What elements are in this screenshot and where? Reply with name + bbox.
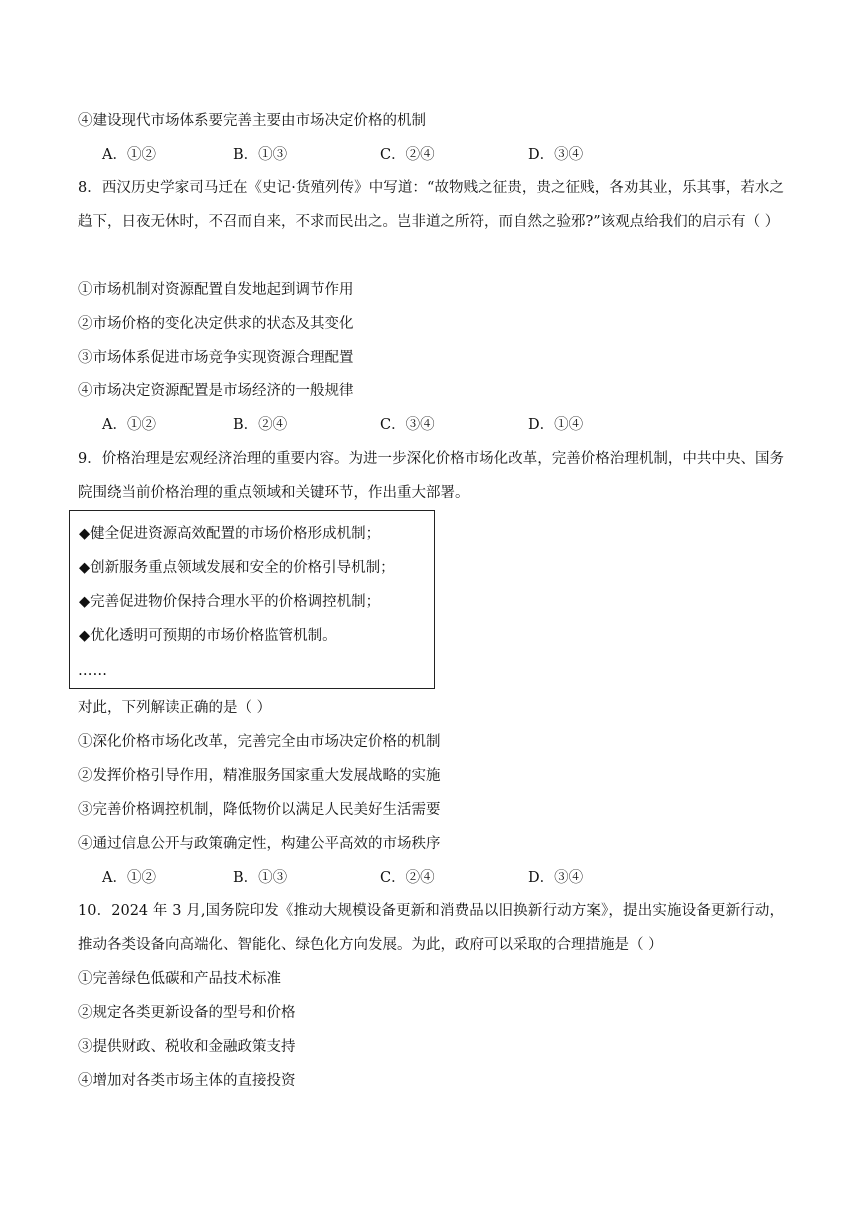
q8-item-4: ④市场决定资源配置是市场经济的一般规律 [78, 383, 354, 399]
q7-option-c: C．②④ [380, 147, 435, 163]
q9-box-ellipsis: …… [78, 663, 107, 679]
q9-box-item: ◆创新服务重点领域发展和安全的价格引导机制； [79, 560, 395, 576]
q9-box-item: ◆健全促进资源高效配置的市场价格形成机制； [79, 526, 381, 542]
q8-option-c: C．③④ [380, 417, 435, 433]
q8-item-1: ①市场机制对资源配置自发地起到调节作用 [78, 282, 354, 298]
q7-option-d: D．③④ [528, 147, 584, 163]
q8-option-a: A．①② [102, 417, 156, 433]
q8-option-d: D．①④ [528, 417, 584, 433]
q7-option-b: B．①③ [233, 147, 288, 163]
q10-item-1: ①完善绿色低碳和产品技术标准 [78, 971, 281, 987]
q9-box-item: ◆优化透明可预期的市场价格监管机制。 [79, 628, 337, 644]
q8-stem: 8．西汉历史学家司马迁在《史记·货殖列传》中写道：“故物贱之征贵，贵之征贱，各劝其业，乐其事，若水之趋下，日夜无休时，不召而自来，不求而民出之。岂非道之所符，而自然之验邪?”该观点给我们的启示有（ ） [78, 180, 784, 230]
q10-stem: 10．2024 年 3 月,国务院印发《推动大规模设备更新和消费品以旧换新行动方案》，提出实施设备更新行动，推动各类设备向高端化、智能化、绿色化方向发展。为此，政府可以采取的合理措施是（ ） [78, 903, 784, 953]
q7-item-4: ④建设现代市场体系要完善主要由市场决定价格的机制 [78, 113, 426, 129]
q9-item-4: ④通过信息公开与政策确定性，构建公平高效的市场秩序 [78, 836, 441, 852]
q8-options [102, 415, 702, 435]
q8-item-2: ②市场价格的变化决定供求的状态及其变化 [78, 316, 354, 332]
q9-item-1: ①深化价格市场化改革，完善完全由市场决定价格的机制 [78, 734, 441, 750]
q9-item-3: ③完善价格调控机制，降低物价以满足人民美好生活需要 [78, 802, 441, 818]
q9-option-b: B．①③ [233, 870, 288, 886]
q7-options [102, 145, 702, 165]
q9-option-a: A．①② [102, 870, 156, 886]
q9-option-d: D．③④ [528, 870, 584, 886]
q10-item-3: ③提供财政、税收和金融政策支持 [78, 1039, 296, 1055]
q10-item-2: ②规定各类更新设备的型号和价格 [78, 1005, 296, 1021]
q9-box-item: ◆完善促进物价保持合理水平的价格调控机制； [79, 594, 381, 610]
q7-option-a: A．①② [102, 147, 156, 163]
q9-policy-box [69, 510, 435, 689]
q8-item-3: ③市场体系促进市场竞争实现资源合理配置 [78, 350, 354, 366]
q9-option-c: C．②④ [380, 870, 435, 886]
q8-option-b: B．②④ [233, 417, 288, 433]
q9-stem: 9．价格治理是宏观经济治理的重要内容。为进一步深化价格市场化改革，完善价格治理机制，中共中央、国务院围绕当前价格治理的重点领域和关键环节，作出重大部署。 [78, 451, 784, 501]
q10-item-4: ④增加对各类市场主体的直接投资 [78, 1073, 296, 1089]
q9-question: 对此，下列解读正确的是（ ） [78, 700, 272, 716]
q9-options [102, 868, 702, 888]
q9-item-2: ②发挥价格引导作用，精准服务国家重大发展战略的实施 [78, 768, 441, 784]
